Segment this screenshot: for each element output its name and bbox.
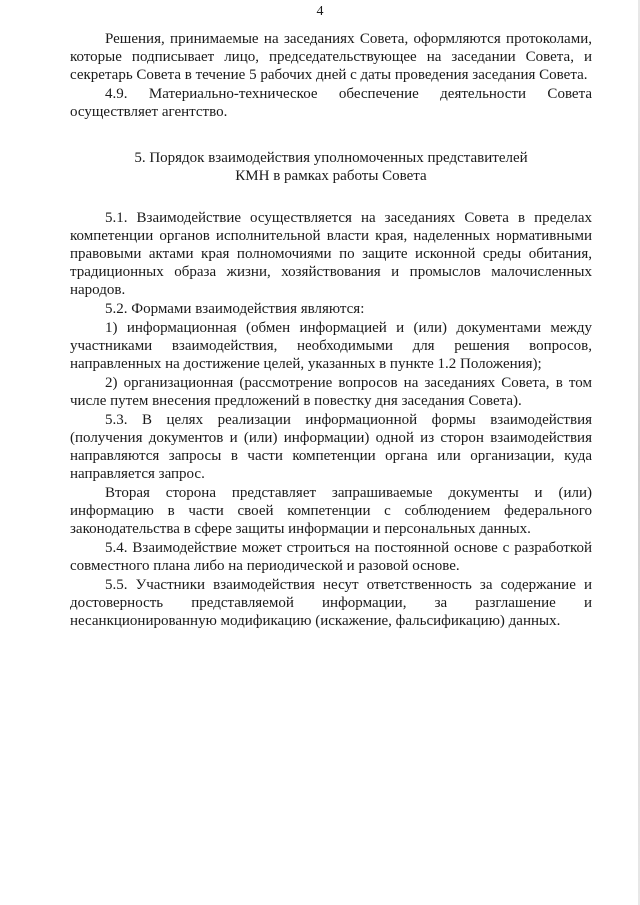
section-5-title-line1: 5. Порядок взаимодействия уполномоченных представителей xyxy=(134,150,528,166)
paragraph-5-3: 5.3. В целях реализации информационной формы взаимодействия (получения документов и (или) информации) одной из сторон взаимодействия направляются запросы в части компетенции органа или организации, куда направляется запрос. xyxy=(70,412,592,482)
paragraph-4-9: 4.9. Материально-техническое обеспечение деятельности Совета осуществляет агентство. xyxy=(70,86,592,120)
paragraph-5-2-item-2: 2) организационная (рассмотрение вопросов на заседаниях Совета, в том числе путем внесения предложений в повестку дня заседания Совета). xyxy=(70,375,592,409)
paragraph-5-3-second-party: Вторая сторона представляет запрашиваемые документы и (или) информацию в части своей компетенции с соблюдением федерального законодательства в сфере защиты информации и персональных данных. xyxy=(70,485,592,537)
document-body xyxy=(70,30,592,631)
paragraph-5-2-item-1: 1) информационная (обмен информацией и (или) документами между участниками взаимодействия, необходимыми для решения вопросов, направленных на достижение целей, указанных в пункте 1.2 Положения); xyxy=(70,320,592,372)
paragraph-5-4: 5.4. Взаимодействие может строиться на постоянной основе с разработкой совместного плана либо на периодической и разовой основе. xyxy=(70,540,592,574)
page-number: 4 xyxy=(316,4,324,19)
paragraph-5-1: 5.1. Взаимодействие осуществляется на заседаниях Совета в пределах компетенции органов исполнительной власти края, наделенных нормативными правовыми актами края полномочиями по защите исконной среды обитания, традиционных образа жизни, хозяйствования и промыслов малочисленных народов. xyxy=(70,210,592,298)
paragraph-5-2: 5.2. Формами взаимодействия являются: xyxy=(105,301,365,317)
paragraph-protocols: Решения, принимаемые на заседаниях Совета, оформляются протоколами, которые подписывает лицо, председательствующее на заседании Совета, и секретарь Совета в течение 5 рабочих дней с даты проведения заседания Совета. xyxy=(70,31,592,83)
paragraph-5-5: 5.5. Участники взаимодействия несут ответственность за содержание и достоверность представляемой информации, за разглашение и несанкционированную модификацию (искажение, фальсификацию) данных. xyxy=(70,577,592,629)
section-5-heading xyxy=(70,149,592,185)
section-5-title-line2: КМН в рамках работы Совета xyxy=(235,168,427,184)
